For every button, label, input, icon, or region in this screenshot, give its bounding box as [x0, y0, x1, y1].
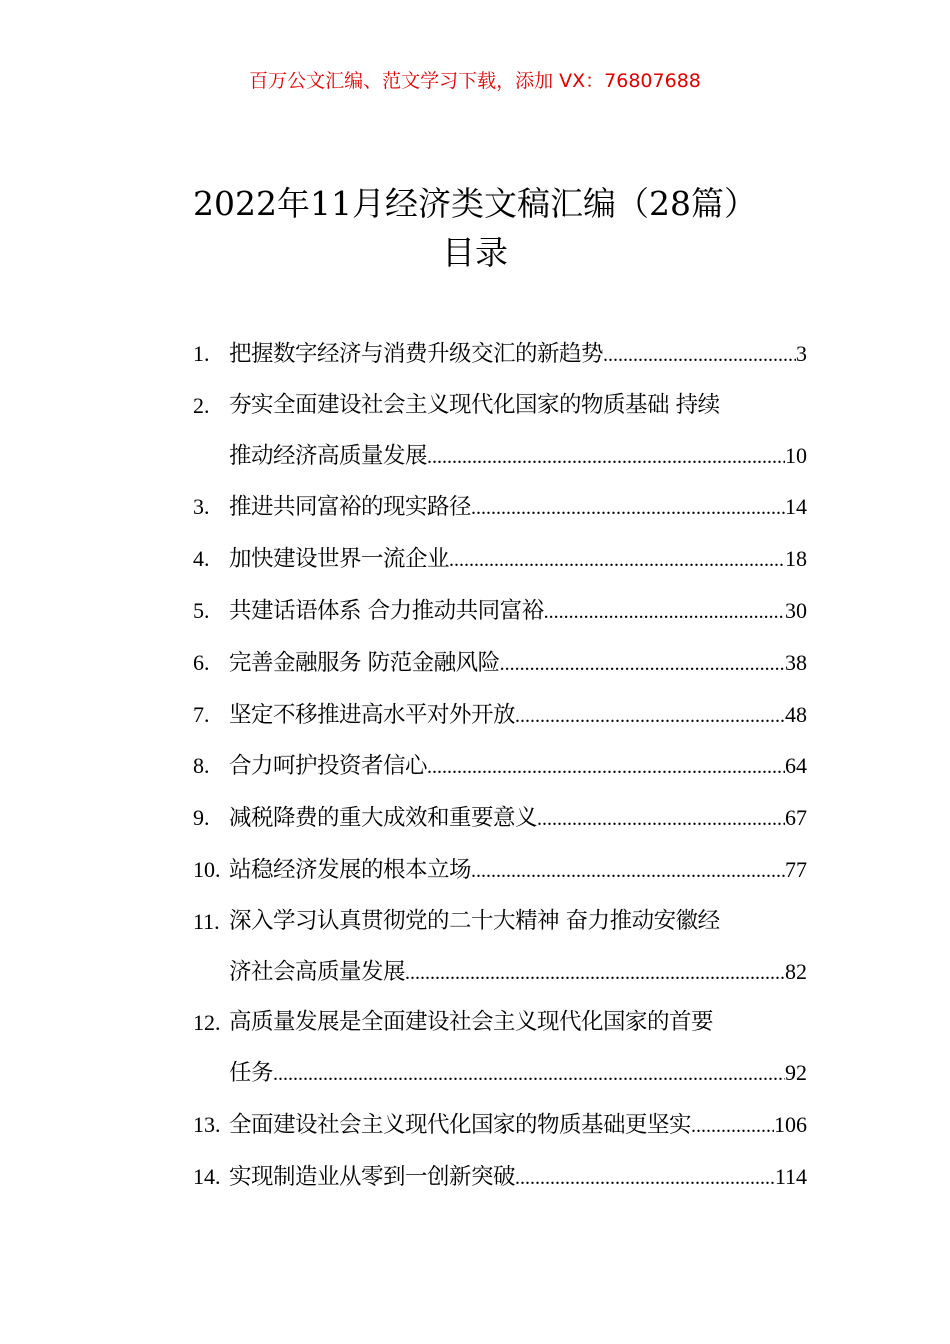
- toc-entry-page-number: 18: [785, 546, 807, 572]
- toc-entry-number: 14.: [193, 1163, 221, 1189]
- dot-leader: [427, 433, 785, 483]
- toc-entry-title: 任务: [229, 1060, 274, 1087]
- toc-entry-body: [229, 1152, 807, 1204]
- toc-entry[interactable]: [193, 329, 807, 381]
- toc-entry-title: 济社会高质量发展: [229, 958, 406, 985]
- toc-entry-final-line: [229, 845, 807, 897]
- toc-entry-number: 10.: [193, 856, 221, 882]
- toc-entry[interactable]: [193, 381, 807, 483]
- toc-entry-page-number: 114: [774, 1163, 807, 1189]
- toc-entry-title: 坚定不移推进高水平对外开放: [229, 701, 516, 728]
- dot-leader: [471, 847, 785, 897]
- toc-entry-number: 2.: [193, 392, 210, 418]
- toc-entry[interactable]: [193, 741, 807, 793]
- toc-entry-number: 6.: [193, 649, 210, 675]
- toc-entry-final-line: [229, 482, 807, 534]
- toc-entry-page-number: 82: [785, 958, 807, 984]
- toc-entry[interactable]: [193, 482, 807, 534]
- toc-entry-title: 减税降费的重大成效和重要意义: [229, 805, 538, 832]
- header-banner: 百万公文汇编、范文学习下载，添加 VX：76807688: [249, 70, 701, 92]
- toc-entry-number: 1.: [193, 341, 210, 366]
- toc-entry-final-line: [229, 1152, 807, 1204]
- toc-entry-page-number: 10: [785, 442, 807, 468]
- toc-entry-body: [229, 381, 807, 483]
- toc-entry-page-number: 14: [785, 494, 807, 520]
- toc-entry-body: [229, 638, 807, 690]
- toc-entry-body: [229, 998, 807, 1100]
- toc-entry-title: 推进共同富裕的现实路径: [229, 494, 472, 521]
- toc-entry-title: 实现制造业从零到一创新突破: [229, 1163, 516, 1190]
- dot-leader: [515, 1154, 775, 1204]
- toc-entry-title: 全面建设社会主义现代化国家的物质基础更坚实: [229, 1111, 692, 1138]
- toc-entry-final-line: [229, 793, 807, 845]
- toc-entry-body: [229, 329, 807, 381]
- toc-heading: 目录: [442, 233, 508, 272]
- toc-entry-body: [229, 897, 807, 999]
- toc-entry[interactable]: [193, 793, 807, 845]
- toc-entry-final-line: [229, 638, 807, 690]
- dot-leader: [427, 743, 785, 793]
- toc-entry-body: [229, 534, 807, 586]
- dot-leader: [273, 1050, 785, 1100]
- toc-entry-body: [229, 793, 807, 845]
- toc-entry-final-line: [229, 534, 807, 586]
- dot-leader: [500, 640, 785, 690]
- toc-entry-final-line: [229, 1100, 807, 1152]
- toc-entry-title: 加快建设世界一流企业: [229, 546, 450, 573]
- dot-leader: [405, 949, 785, 999]
- toc-entry-page-number: 67: [785, 805, 807, 831]
- toc-entry-number: 8.: [193, 753, 210, 779]
- toc-entry-body: [229, 1100, 807, 1152]
- dot-leader: [544, 588, 785, 638]
- toc-entry[interactable]: [193, 534, 807, 586]
- toc-entry[interactable]: [193, 586, 807, 638]
- toc-entry-page-number: 30: [785, 597, 807, 623]
- toc-entry[interactable]: [193, 998, 807, 1100]
- toc-entry-final-line: [229, 1048, 807, 1100]
- toc-entry-body: [229, 586, 807, 638]
- toc-entry-page-number: 48: [785, 701, 807, 727]
- toc-entry-page-number: 77: [785, 856, 807, 882]
- toc-entry-title: 推动经济高质量发展: [229, 442, 428, 469]
- toc-entry-final-line: [229, 431, 807, 483]
- document-title: 2022年11月经济类文稿汇编（28篇）: [193, 184, 757, 223]
- toc-entry-final-line: [229, 586, 807, 638]
- toc-entry[interactable]: [193, 897, 807, 999]
- toc-entry-number: 12.: [193, 1010, 221, 1036]
- toc-entry-page-number: 3: [796, 341, 807, 366]
- toc-entry-title: 合力呵护投资者信心: [229, 753, 428, 780]
- toc-entry[interactable]: [193, 690, 807, 742]
- toc-entry-title: 把握数字经济与消费升级交汇的新趋势: [229, 341, 604, 367]
- toc-entry-number: 5.: [193, 597, 210, 623]
- toc-entry-title: 共建话语体系 合力推动共同富裕: [229, 597, 544, 624]
- dot-leader: [603, 331, 796, 381]
- toc-entry-number: 7.: [193, 701, 210, 727]
- toc-entry-number: 3.: [193, 494, 210, 520]
- toc-entry[interactable]: [193, 1100, 807, 1152]
- toc-entry-title-line: 夯实全面建设社会主义现代化国家的物质基础 持续: [229, 391, 720, 418]
- toc-entry-title: 完善金融服务 防范金融风险: [229, 649, 500, 676]
- toc-entry-page-number: 38: [785, 649, 807, 675]
- toc-entry-title: 站稳经济发展的根本立场: [229, 856, 472, 883]
- toc-entry-final-line: [229, 690, 807, 742]
- toc-entry[interactable]: [193, 845, 807, 897]
- toc-entry-number: 11.: [193, 908, 220, 934]
- toc-entry[interactable]: [193, 638, 807, 690]
- dot-leader: [471, 484, 785, 534]
- dot-leader: [515, 692, 785, 742]
- toc-entry-body: [229, 845, 807, 897]
- toc-entry-number: 9.: [193, 805, 210, 831]
- dot-leader: [537, 795, 785, 845]
- toc-entry-page-number: 106: [774, 1111, 807, 1137]
- toc-entry-body: [229, 741, 807, 793]
- dot-leader: [691, 1102, 774, 1152]
- toc-entry-final-line: [229, 329, 807, 381]
- toc-entry-page-number: 64: [785, 753, 807, 779]
- dot-leader: [449, 536, 785, 586]
- table-of-contents: [193, 329, 807, 1204]
- toc-entry-title-line: 高质量发展是全面建设社会主义现代化国家的首要: [229, 1009, 714, 1036]
- toc-entry-number: 13.: [193, 1111, 221, 1137]
- toc-entry[interactable]: [193, 1152, 807, 1204]
- toc-entry-final-line: [229, 947, 807, 999]
- toc-entry-body: [229, 690, 807, 742]
- toc-entry-title-line: 深入学习认真贯彻党的二十大精神 奋力推动安徽经: [229, 907, 720, 934]
- toc-entry-page-number: 92: [785, 1060, 807, 1086]
- toc-entry-final-line: [229, 741, 807, 793]
- toc-entry-body: [229, 482, 807, 534]
- toc-entry-number: 4.: [193, 546, 210, 572]
